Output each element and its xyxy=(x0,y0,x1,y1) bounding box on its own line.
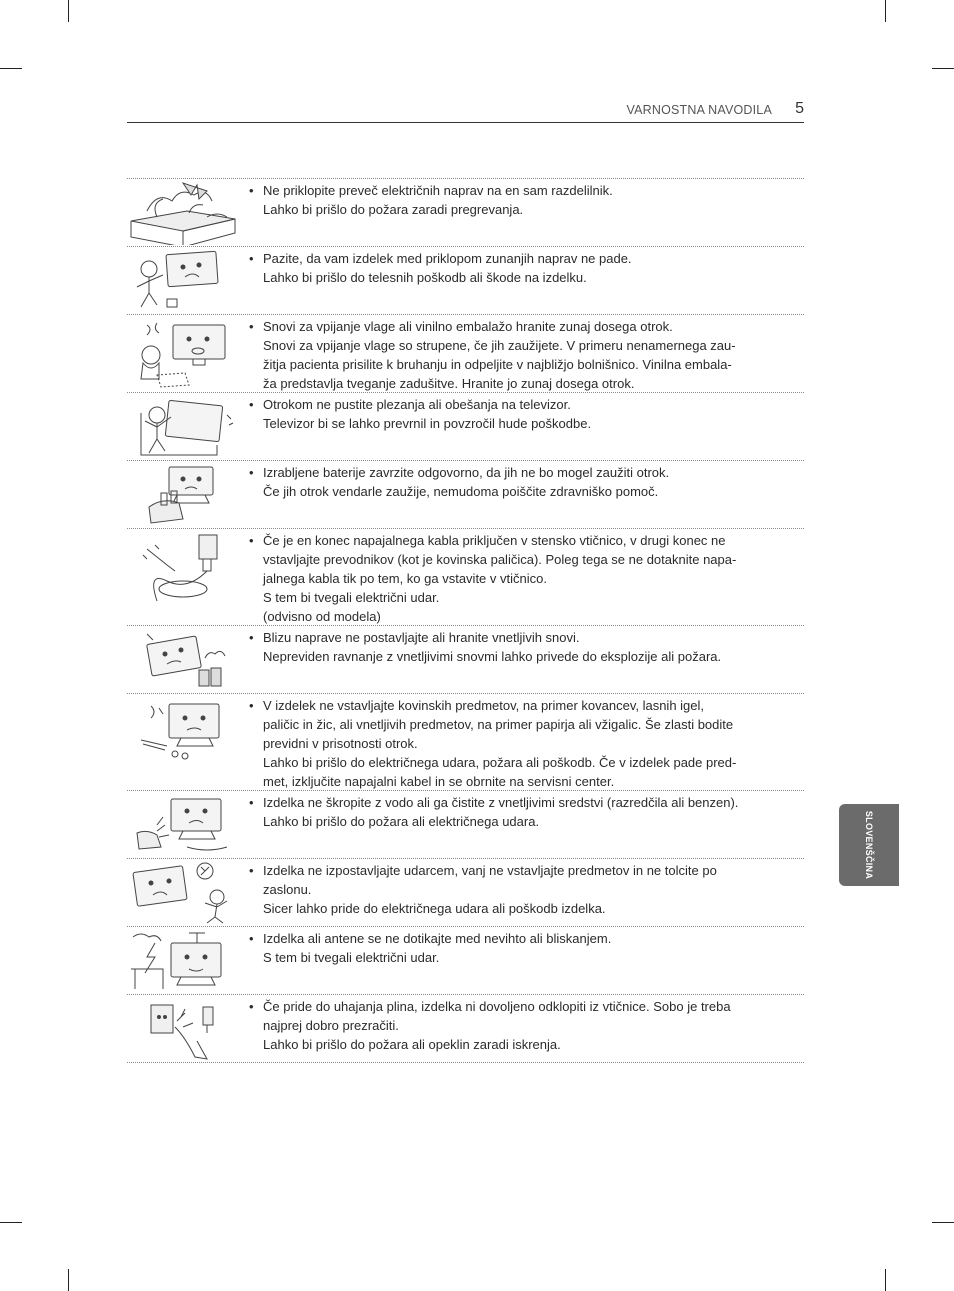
coins-hairpins-icon xyxy=(127,694,242,790)
list-item xyxy=(242,249,804,287)
list-item xyxy=(242,531,804,626)
crop-mark xyxy=(68,1269,69,1291)
item-line: • Snovi za vpijanje vlage ali vinilno embalažo hranite zunaj dosega otrok. xyxy=(263,319,673,334)
list-item xyxy=(242,395,804,433)
crop-mark xyxy=(68,0,69,22)
item-line: S tem bi tvegali električni udar. xyxy=(263,590,440,605)
item-line: • Otrokom ne pustite plezanja ali obešanja na televizor. xyxy=(263,397,571,412)
item-line: jalnega kabla tik po tem, ko ga vstavite v vtičnico. xyxy=(263,571,547,586)
list-item xyxy=(242,997,804,1054)
item-line: Če jih otrok vendarle zaužije, nemudoma poiščite zdravniško pomoč. xyxy=(263,484,659,499)
safety-row xyxy=(127,315,804,393)
item-line: žitja pacienta prisilite k bruhanju in odpeljite v najbližjo bolnišnico. Vinilna embala- xyxy=(263,357,732,372)
page-number: 5 xyxy=(795,100,804,117)
item-line: paličic in žic, ali vnetljivih predmetov, na primer papirja ali vžigalic. Še zlasti bodite xyxy=(263,717,734,732)
list-item xyxy=(242,628,804,666)
lightning-storm-icon xyxy=(127,927,242,994)
item-line: (odvisno od modela) xyxy=(263,609,381,624)
safety-row xyxy=(127,247,804,315)
crop-mark xyxy=(932,68,954,69)
language-tab xyxy=(839,804,899,886)
safety-table xyxy=(127,178,804,1063)
list-item xyxy=(242,929,804,967)
power-strip-overload-icon xyxy=(127,179,242,246)
list-item xyxy=(242,181,804,219)
safety-row xyxy=(127,461,804,529)
item-line: Lahko bi prišlo do požara zaradi pregrevanja. xyxy=(263,202,524,217)
ball-impact-icon xyxy=(127,859,242,926)
language-label: SLOVENŠČINA xyxy=(864,810,874,880)
item-line: • Če je en konec napajalnega kabla priključen v stensko vtičnico, v drugi konec ne xyxy=(263,533,726,548)
item-line: • Izdelka ne izpostavljajte udarcem, vanj ne vstavljajte predmetov in ne tolcite po xyxy=(263,863,717,878)
safety-row xyxy=(127,694,804,791)
item-line: • Pazite, da vam izdelek med priklopom zunanjih naprav ne pade. xyxy=(263,251,632,266)
safety-row xyxy=(127,626,804,694)
item-line: zaslonu. xyxy=(263,882,312,897)
item-line: vstavljajte prevodnikov (kot je kovinska paličica). Poleg tega se ne dotaknite napa- xyxy=(263,552,737,567)
gas-leak-plug-icon xyxy=(127,995,242,1062)
item-line: • Ne priklopite preveč električnih naprav na en sam razdelilnik. xyxy=(263,183,613,198)
list-item xyxy=(242,317,804,393)
item-line: S tem bi tvegali električni udar. xyxy=(263,950,440,965)
safety-row xyxy=(127,529,804,626)
item-line: met, izključite napajalni kabel in se obrnite na servisni center. xyxy=(263,774,615,789)
item-line: Snovi za vpijanje vlage so strupene, če jih zaužijete. V primeru nenamernega zau- xyxy=(263,338,736,353)
child-plastic-bag-icon xyxy=(127,315,242,392)
item-line: • Če pride do uhajanja plina, izdelka ni dovoljeno odklopiti iz vtičnice. Sobo je treba xyxy=(263,999,731,1014)
water-spray-icon xyxy=(127,791,242,858)
item-line: Televizor bi se lahko prevrnil in povzročil hude poškodbe. xyxy=(263,416,592,431)
safety-row xyxy=(127,393,804,461)
tv-falling-child-icon xyxy=(127,247,242,314)
section-title: VARNOSTNA NAVODILA xyxy=(626,103,772,117)
item-line: • Blizu naprave ne postavljajte ali hranite vnetljivih snovi. xyxy=(263,630,580,645)
child-climbing-tv-icon xyxy=(127,393,242,460)
page-header xyxy=(127,100,804,123)
item-line: najprej dobro prezračiti. xyxy=(263,1018,399,1033)
safety-row xyxy=(127,179,804,247)
item-line: Nepreviden ravnanje z vnetljivimi snovmi lahko privede do eksplozije ali požara. xyxy=(263,649,722,664)
list-item xyxy=(242,793,804,831)
crop-mark xyxy=(0,1222,22,1223)
crop-mark xyxy=(0,68,22,69)
item-line: Lahko bi prišlo do telesnih poškodb ali škode na izdelku. xyxy=(263,270,587,285)
item-line: Lahko bi prišlo do požara ali električnega udara. xyxy=(263,814,540,829)
item-line: • Izdelka ali antene se ne dotikajte med nevihto ali bliskanjem. xyxy=(263,931,612,946)
battery-child-icon xyxy=(127,461,242,528)
item-line: • Izrabljene baterije zavrzite odgovorno, da jih ne bo mogel zaužiti otrok. xyxy=(263,465,670,480)
safety-row xyxy=(127,927,804,995)
crop-mark xyxy=(885,1269,886,1291)
item-line: Lahko bi prišlo do električnega udara, požara ali poškodb. Če v izdelek pade pred- xyxy=(263,755,737,770)
item-line: Sicer lahko pride do električnega udara ali poškodb izdelka. xyxy=(263,901,606,916)
list-item xyxy=(242,463,804,501)
flammable-spray-icon xyxy=(127,626,242,693)
power-plug-metal-icon xyxy=(127,529,242,625)
list-item xyxy=(242,696,804,791)
crop-mark xyxy=(932,1222,954,1223)
item-line: • Izdelka ne škropite z vodo ali ga čistite z vnetljivimi sredstvi (razredčila ali benzen). xyxy=(263,795,739,810)
item-line: ža predstavlja tveganje zadušitve. Hranite jo zunaj dosega otrok. xyxy=(263,376,635,391)
crop-mark xyxy=(885,0,886,22)
safety-row xyxy=(127,995,804,1063)
item-line: previdni v prisotnosti otrok. xyxy=(263,736,418,751)
safety-row xyxy=(127,859,804,927)
item-line: Lahko bi prišlo do požara ali opeklin zaradi iskrenja. xyxy=(263,1037,561,1052)
safety-row xyxy=(127,791,804,859)
item-line: • V izdelek ne vstavljajte kovinskih predmetov, na primer kovancev, lasnih igel, xyxy=(263,698,705,713)
list-item xyxy=(242,861,804,918)
